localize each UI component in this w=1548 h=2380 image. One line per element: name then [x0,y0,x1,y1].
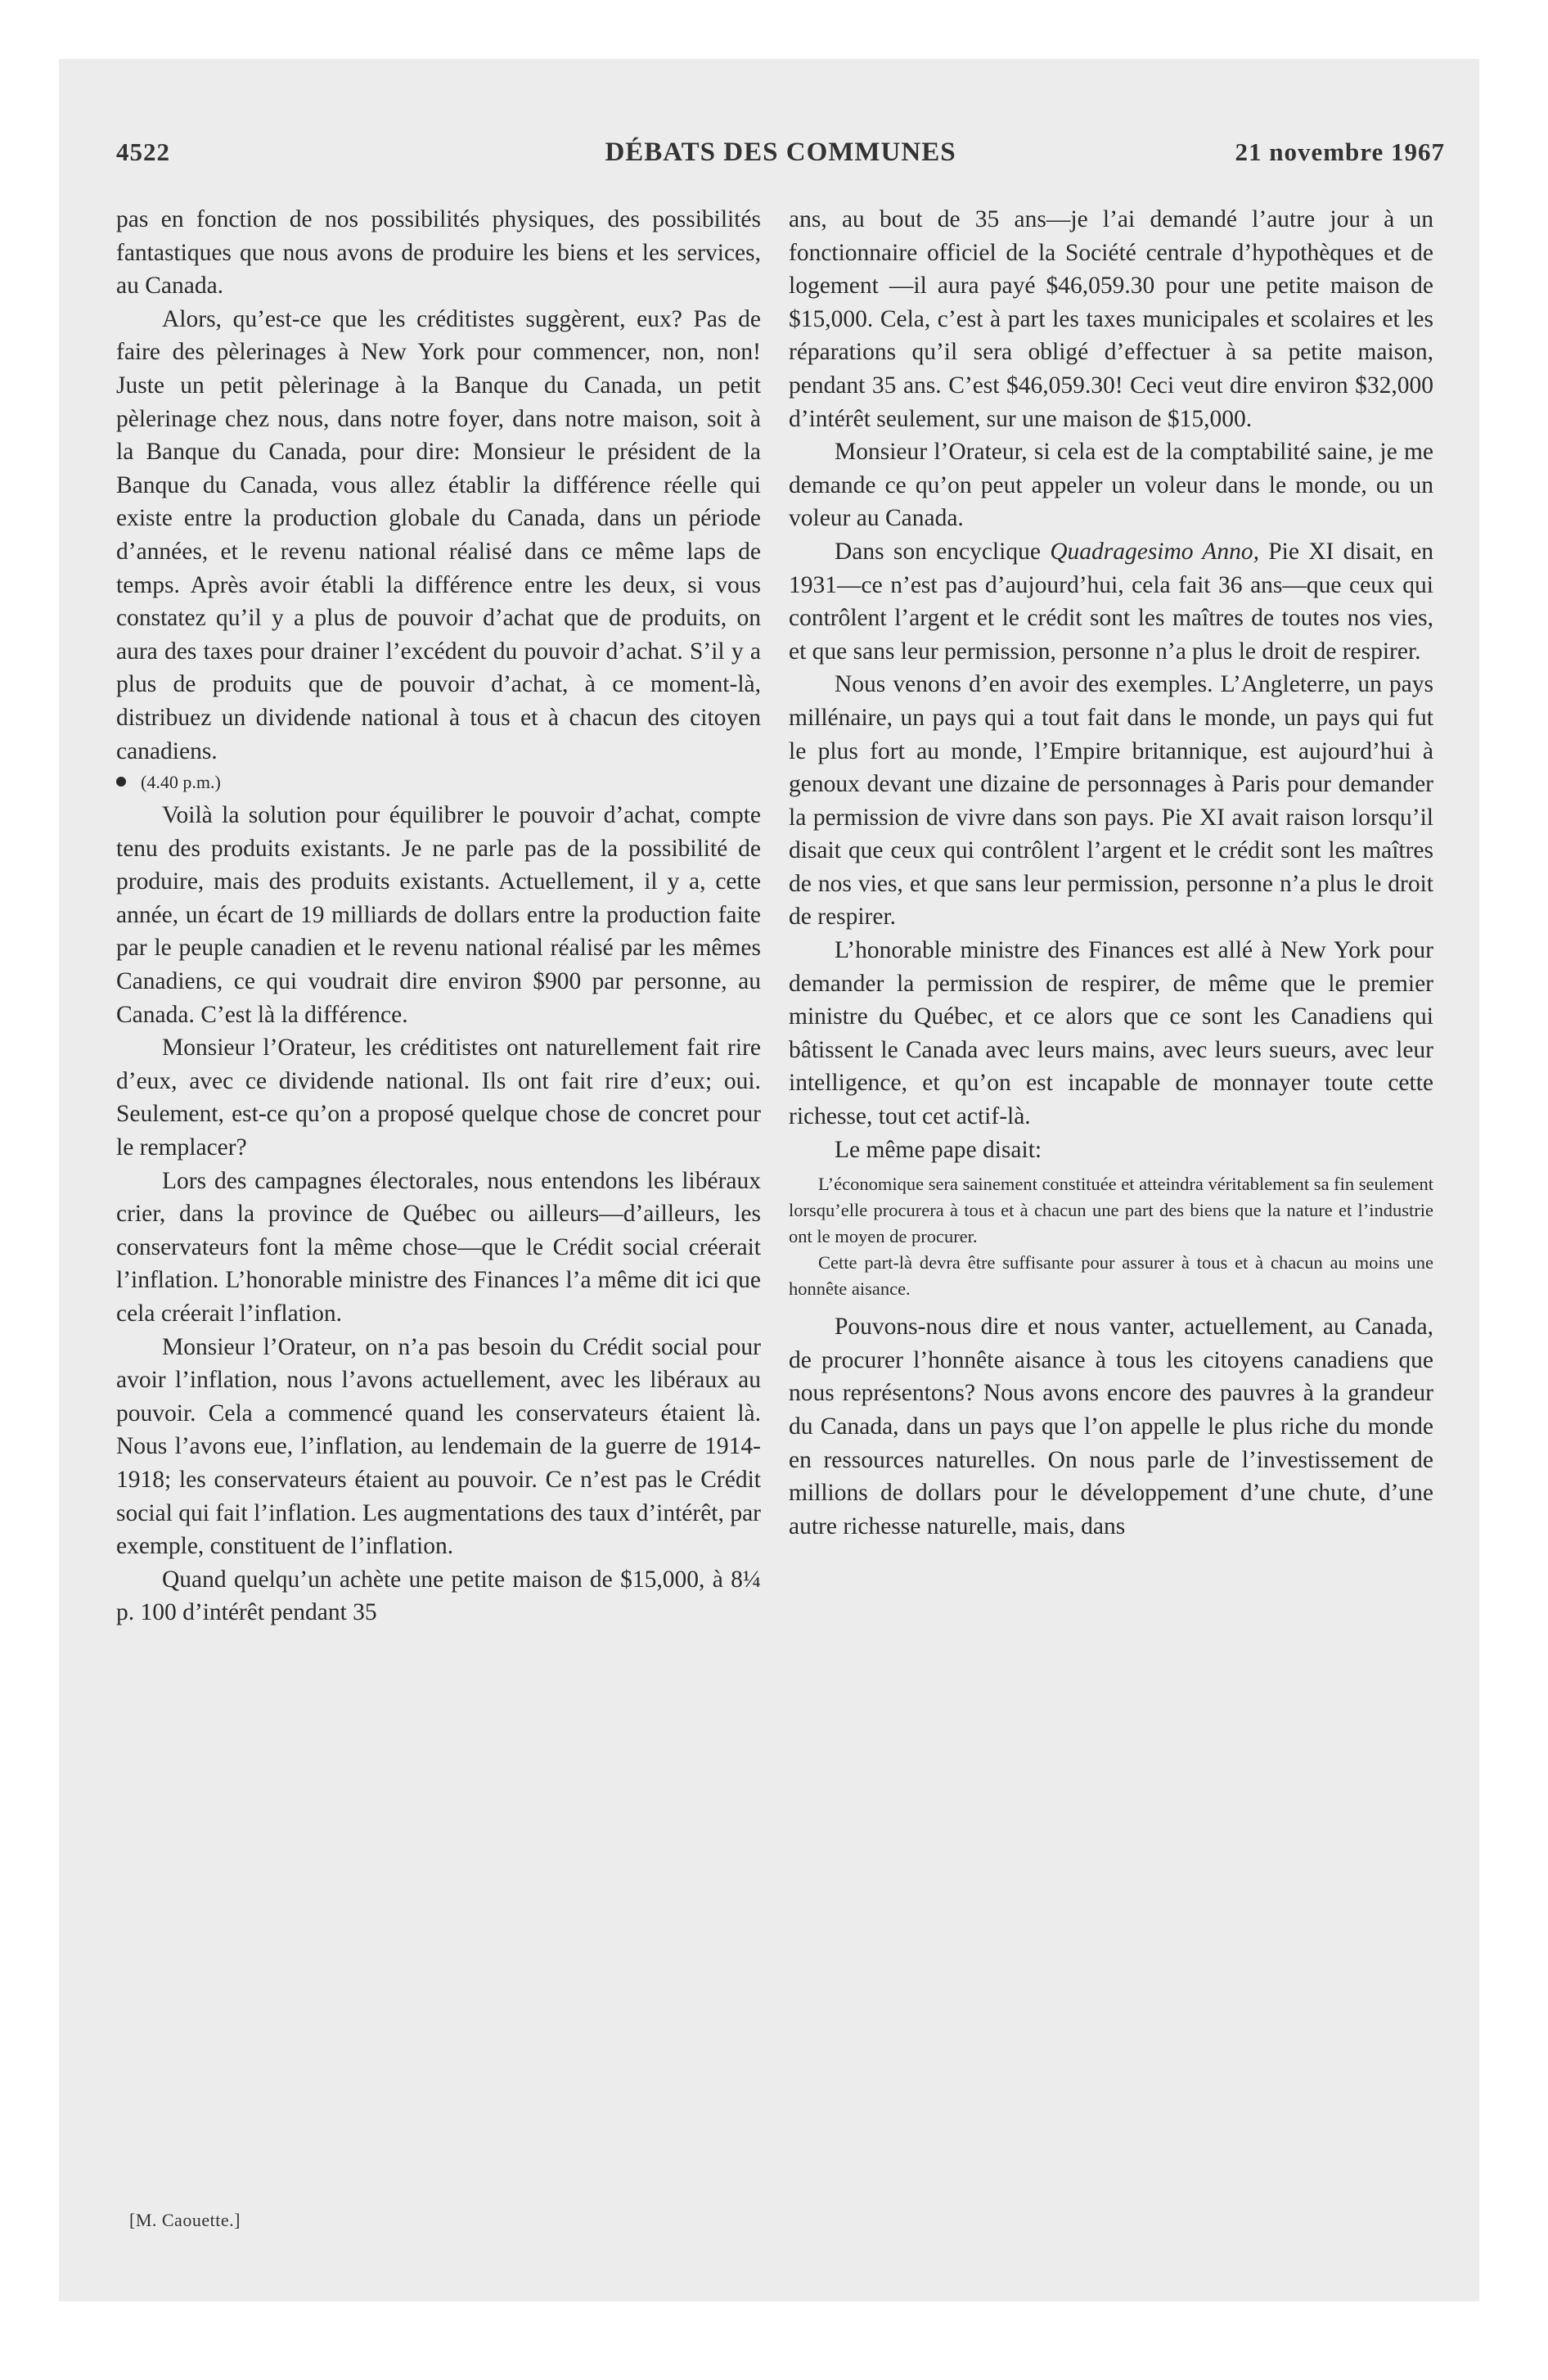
paragraph: Quand quelqu’un achète une petite maison de $15,000, à 8¼ p. 100 d’intérêt pendant 35 [116,1566,761,1626]
time-marker-text: (4.40 p.m.) [141,772,221,793]
paragraph: Pouvons-nous dire et nous vanter, actuellement, au Canada, de procurer l’honnête aisance à tous les citoyens canadiens que nous représentons? Nous avons encore des pauvres à la grandeur du Canada, dans un pays que l’on appelle le plus riche du monde en ressources naturelles. On nous parle de l’investissement de millions de dollars pour le développement d’une chute, d’une autre richesse naturelle, mais, dans [789,1314,1433,1539]
time-marker [116,769,761,796]
paragraph [789,535,1433,668]
paragraph: Le même pape disait: [835,1136,1042,1163]
page-date: 21 novembre 1967 [1235,137,1445,166]
encyclical-title: Quadragesimo Anno, [1050,538,1259,565]
page-title: DÉBATS DES COMMUNES [605,137,956,167]
right-column [789,203,1433,1543]
paragraph: Voilà la solution pour équilibrer le pouvoir d’achat, compte tenu des produits existants. Je ne parle pas de la possibilité de produire, mais des produits existants. Actuellement, il y a, cette année, un écart de 19 milliards de dollars entre la production faite par le peuple canadien et le revenu national réalisé par les mêmes Canadiens, ce qui voudrait dire environ $900 par personne, au Canada. C’est là la différence. [116,802,761,1028]
paragraph: L’honorable ministre des Finances est allé à New York pour demander la permission de respirer, de même que le premier ministre du Québec, et ce alors que ce sont les Canadiens qui bâtissent le Canada avec leurs mains, avec leurs sueurs, avec leur intelligence, et qu’on est incapable de monnayer toute cette richesse, tout cet actif-là. [789,937,1433,1130]
page-header [116,137,1445,172]
paragraph: Monsieur l’Orateur, les créditistes ont naturellement fait rire d’eux, avec ce dividende national. Ils ont fait rire d’eux; oui. Seulement, est-ce qu’on a proposé quelque chose de concret pour le remplacer? [116,1034,761,1161]
paragraph: Monsieur l’Orateur, on n’a pas besoin du Crédit social pour avoir l’inflation, nous l’avons actuellement, avec les libéraux au pouvoir. Cela a commencé quand les conservateurs étaient là. Nous l’avons eue, l’inflation, au lendemain de la guerre de 1914-1918; les conservateurs étaient au pouvoir. Ce n’est pas le Crédit social qui fait l’inflation. Les augmentations des taux d’intérêt, par exemple, constituent de l’inflation. [116,1333,761,1560]
speaker-note: [M. Caouette.] [129,2210,241,2230]
page-number: 4522 [116,137,170,166]
quote-paragraph: L’économique sera sainement constituée et atteindra véritablement sa fin seulement lorsqu’elle procurera à tous et à chacun une part des biens que la nature et l’industrie ont le moyen de procurer. [789,1174,1434,1247]
paragraph: Lors des campagnes électorales, nous entendons les libéraux crier, dans la province de Québec ou ailleurs—d’ailleurs, les conservateurs font la même chose—que le Crédit social créerait l’inflation. L’honorable ministre des Finances l’a même dit ici que cela créerait l’inflation. [116,1167,761,1327]
paragraph: ans, au bout de 35 ans—je l’ai demandé l’autre jour à un fonctionnaire officiel de la Société centrale d’hypothèques et de logement —il aura payé $46,059.30 pour une petite maison de $15,000. Cela, c’est à part les taxes municipales et scolaires et les réparations qu’il sera obligé d’effectuer à sa petite maison, pendant 35 ans. C’est $46,059.30! Ceci veut dire environ $32,000 d’intérêt seulement, sur une maison de $15,000. [789,206,1433,432]
block-quote [789,1171,1433,1302]
paragraph: Alors, qu’est-ce que les créditistes suggèrent, eux? Pas de faire des pèlerinages à New York pour commencer, non, non! Juste un petit pèlerinage à la Banque du Canada, un petit pèlerinage chez nous, dans notre foyer, dans notre maison, soit à la Banque du Canada, pour dire: Monsieur le président de la Banque du Canada, vous allez établir la différence réelle qui existe entre la production globale du Canada, dans un période d’années, et le revenu national réalisé dans ce même laps de temps. Après avoir établi la différence entre les deux, si vous constatez qu’il y a plus de pouvoir d’achat que de produits, on aura des taxes pour drainer l’excédent du pouvoir d’achat. S’il y a plus de produits que de pouvoir d’achat, à ce moment-là, distribuez un dividende national à tous et à chacun des citoyen canadiens. [116,305,761,764]
paragraph-text: Dans son encyclique [835,538,1051,565]
bullet-icon [116,777,126,787]
left-column [116,203,761,1629]
paragraph: Nous venons d’en avoir des exemples. L’Angleterre, un pays millénaire, un pays qui a tout fait dans le monde, un pays qui fut le plus fort au monde, l’Empire britannique, est aujourd’hui à genoux devant une dizaine de personnages à Paris pour demander la permission de vivre dans son pays. Pie XI avait raison lorsqu’il disait que ceux qui contrôlent l’argent et le crédit sont les maîtres de nos vies, et que sans leur permission, personne n’a plus le droit de respirer. [789,671,1433,931]
paragraph: Monsieur l’Orateur, si cela est de la comptabilité saine, je me demande ce qu’on peut appeler un voleur dans le monde, ou un voleur au Canada. [789,439,1433,532]
paragraph: pas en fonction de nos possibilités physiques, des possibilités fantastiques que nous avons de produire les biens et les services, au Canada. [116,206,761,300]
quote-paragraph: Cette part-là devra être suffisante pour assurer à tous et à chacun au moins une honnête aisance. [789,1252,1433,1300]
paragraph-text: Pie XI disait, en 1931—ce n’est pas d’aujourd’hui, cela fait 36 ans—que ceux qui contrôlent l’argent et le crédit sont les maîtres de toutes nos vies, et que sans leur permission, personne n’a plus le droit de respirer. [789,538,1433,665]
